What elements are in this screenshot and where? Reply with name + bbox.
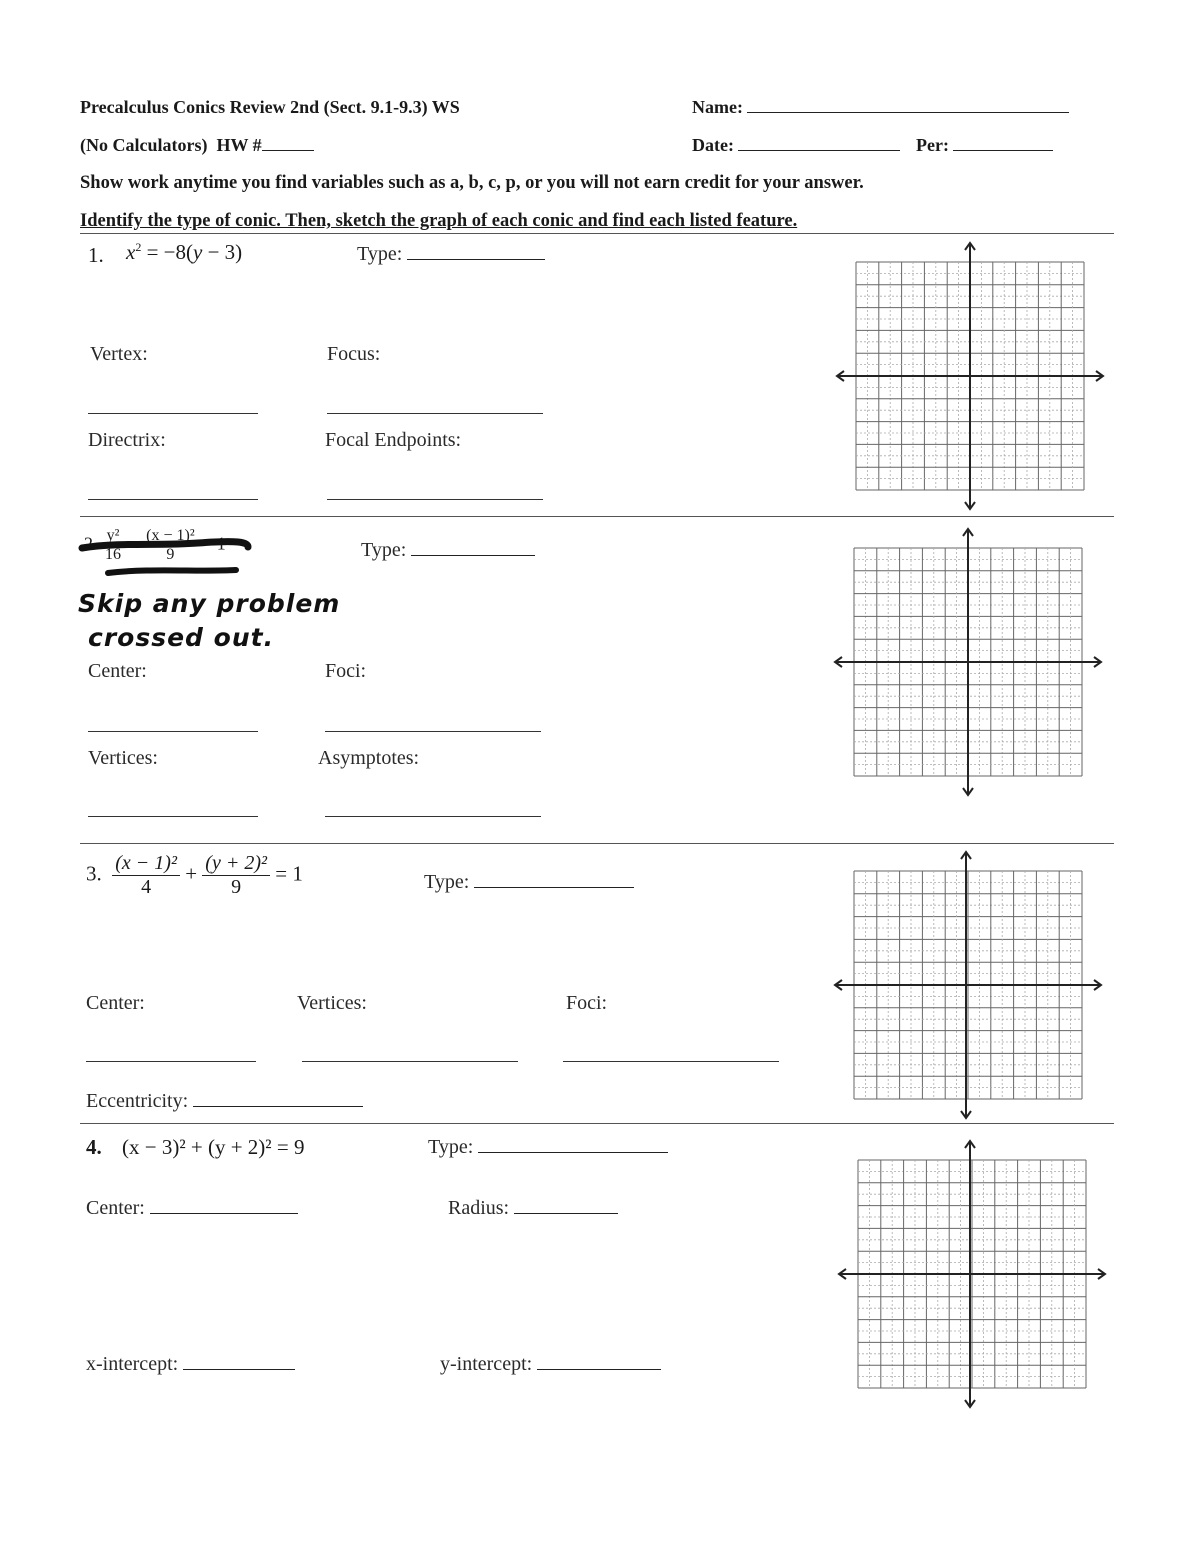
- problem-3-foci-answer[interactable]: [563, 1061, 779, 1062]
- instruction-identify: Identify the type of conic. Then, sketch the graph of each conic and find each listed feature.: [80, 211, 798, 231]
- problem-3-eccentricity-label: Eccentricity:: [86, 1090, 363, 1113]
- problem-1-equation: $x^2 = -8(y - 3)$: [126, 240, 243, 264]
- problem-2-crossout-scribble: [78, 528, 278, 582]
- problem-3-type-label: Type:: [424, 871, 634, 894]
- period-label: Per:: [916, 135, 1053, 156]
- problem-4-equation: (x − 3)² + (y + 2)² = 9: [122, 1135, 305, 1159]
- problem-3-number: 3.: [86, 861, 102, 886]
- problem-3-vertices-label: Vertices:: [297, 992, 367, 1014]
- problem-4-x-intercept-field[interactable]: [183, 1368, 295, 1370]
- graph-grid-1[interactable]: [834, 240, 1106, 512]
- skip-note-line-2: crossed out.: [88, 623, 275, 652]
- problem-4-y-intercept-field[interactable]: [537, 1368, 661, 1370]
- problem-1-type-field[interactable]: [407, 258, 545, 260]
- problem-1-vertex-label: Vertex:: [90, 343, 148, 365]
- problem-1-directrix-answer[interactable]: [88, 499, 258, 500]
- problem-3-eccentricity-field[interactable]: [193, 1105, 363, 1107]
- problem-1-focal-endpoints-answer[interactable]: [327, 499, 543, 500]
- graph-grid-4[interactable]: [836, 1138, 1108, 1410]
- problem-1-focus-answer[interactable]: [327, 413, 543, 414]
- problem-4-center-field[interactable]: [150, 1212, 298, 1214]
- worksheet-title: Precalculus Conics Review 2nd (Sect. 9.1-9.3) WS: [80, 97, 460, 117]
- date-label: Date:: [692, 135, 900, 156]
- problem-1-vertex-answer[interactable]: [88, 413, 258, 414]
- no-calculators-label: (No Calculators) HW #: [80, 135, 314, 156]
- problem-4-y-intercept-label: y-intercept:: [440, 1353, 661, 1376]
- problem-2-type-label: Type:: [361, 539, 535, 562]
- problem-2-center-label: Center:: [88, 660, 147, 682]
- problem-2-foci-label: Foci:: [325, 660, 367, 682]
- problem-2-center-answer[interactable]: [88, 731, 258, 732]
- hw-number-field[interactable]: [262, 149, 314, 151]
- problem-4-x-intercept-label: x-intercept:: [86, 1353, 295, 1376]
- problem-2-asymptotes-label: Asymptotes:: [318, 747, 420, 769]
- name-label: Name:: [692, 97, 1069, 118]
- period-field[interactable]: [953, 149, 1053, 151]
- problem-1-focal-endpoints-label: Focal Endpoints:: [325, 429, 462, 451]
- instruction-show-work: Show work anytime you find variables such as a, b, c, p, or you will not earn credit for your answer.: [80, 173, 864, 193]
- problem-4-radius-field[interactable]: [514, 1212, 618, 1214]
- skip-note-line-1: Skip any problem: [78, 589, 341, 618]
- problem-3-type-field[interactable]: [474, 886, 634, 888]
- problem-4-number: 4.: [86, 1135, 102, 1159]
- problem-3-foci-label: Foci:: [566, 992, 608, 1014]
- problem-3-divider: [80, 1123, 1114, 1124]
- problem-4-radius-label: Radius:: [448, 1197, 618, 1220]
- graph-grid-2[interactable]: [832, 526, 1104, 798]
- problem-1-type-label: Type:: [357, 243, 545, 266]
- problem-3-center-label: Center:: [86, 992, 145, 1014]
- problem-2-equation: 2. $\frac{\text{y²}}{16}$ − $\frac{\text{(x − 1)²}}{9}$ = 1: [84, 527, 226, 563]
- problem-2-asymptotes-answer[interactable]: [325, 816, 541, 817]
- problem-4-type-label: Type:: [428, 1136, 668, 1159]
- problem-3-center-answer[interactable]: [86, 1061, 256, 1062]
- problem-3-vertices-answer[interactable]: [302, 1061, 518, 1062]
- problem-2-number: 2.: [84, 533, 98, 554]
- problem-1-number: 1.: [88, 243, 104, 267]
- problem-1-focus-label: Focus:: [327, 343, 381, 365]
- problem-2-divider: [80, 843, 1114, 844]
- problem-2-vertices-label: Vertices:: [88, 747, 158, 769]
- header-divider: [80, 233, 1114, 234]
- name-field[interactable]: [747, 111, 1069, 113]
- problem-4-type-field[interactable]: [478, 1151, 668, 1153]
- problem-1-directrix-label: Directrix:: [88, 429, 166, 451]
- problem-3-equation: 3. $\frac{\text{(x − 1)²}}{4}$ + $\frac{\text{(y + 2)²}}{9}$ = 1: [86, 852, 303, 898]
- problem-2-type-field[interactable]: [411, 554, 535, 556]
- graph-grid-3[interactable]: [832, 849, 1104, 1121]
- problem-2-vertices-answer[interactable]: [88, 816, 258, 817]
- problem-1-divider: [80, 516, 1114, 517]
- problem-4-center-label: Center:: [86, 1197, 298, 1220]
- date-field[interactable]: [738, 149, 900, 151]
- problem-2-foci-answer[interactable]: [325, 731, 541, 732]
